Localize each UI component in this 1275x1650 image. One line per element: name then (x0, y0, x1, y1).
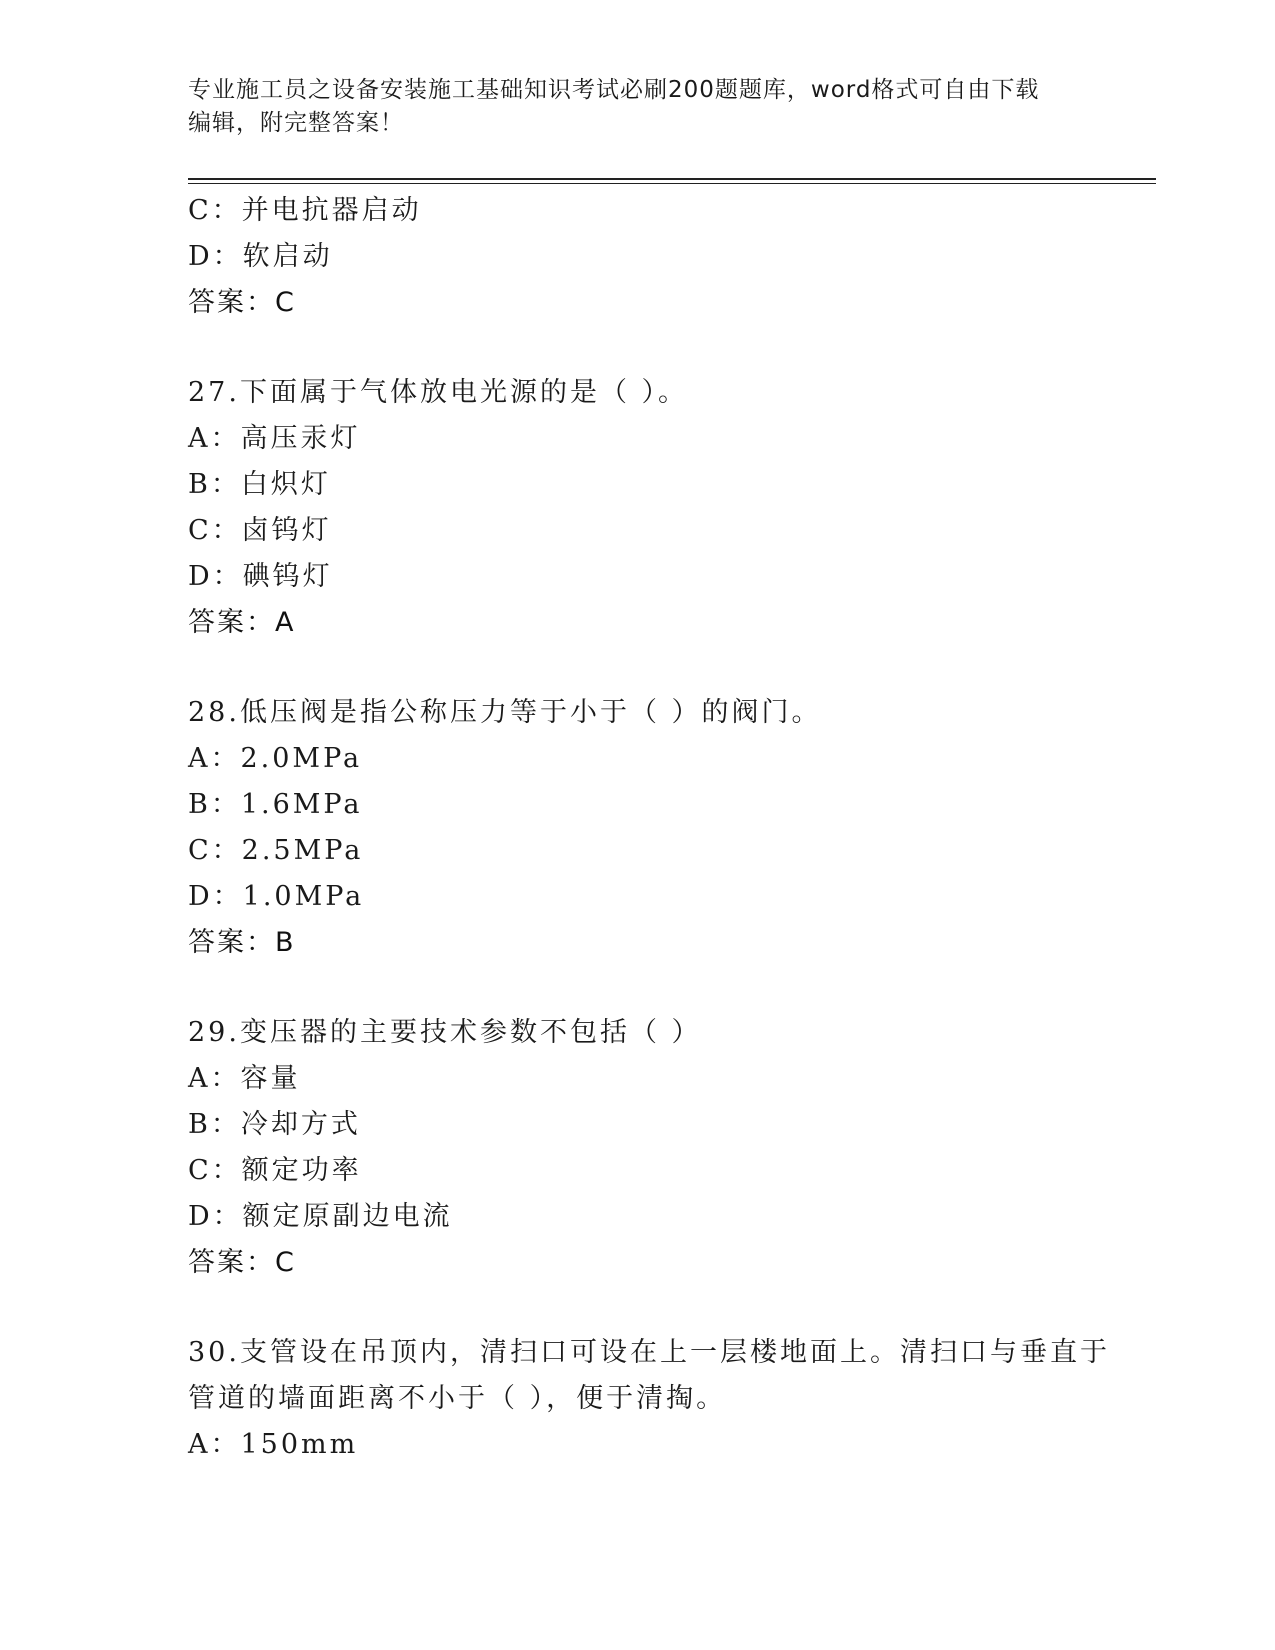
answer: 答案：C (188, 1247, 296, 1278)
option-d: D：1.0MPa (188, 881, 365, 912)
option-b: B：白炽灯 (188, 469, 331, 500)
header-title-line-2: 编辑，附完整答案！ (188, 110, 404, 136)
spacer (188, 1286, 1088, 1330)
question-30 (188, 1330, 1110, 1468)
option-a: A：150mm (188, 1429, 359, 1460)
option-d: D：碘钨灯 (188, 561, 333, 592)
option-c: C：并电抗器启动 (188, 195, 422, 226)
question-26 (188, 188, 1088, 326)
question-27 (188, 370, 1088, 646)
option-d: D：额定原副边电流 (188, 1201, 453, 1232)
spacer (188, 646, 1088, 690)
option-d: D：软启动 (188, 241, 333, 272)
answer: 答案：B (188, 927, 296, 958)
question-28 (188, 690, 1088, 966)
question-text: 27.下面属于气体放电光源的是（ ）。 (188, 377, 689, 408)
spacer (188, 326, 1088, 370)
question-list (188, 188, 1110, 1468)
question-text-line-2: 管道的墙面距离不小于（ ），便于清掏。 (188, 1383, 727, 1414)
document-header (188, 74, 1078, 140)
option-c: C：卤钨灯 (188, 515, 332, 546)
question-29 (188, 1010, 1088, 1286)
question-text: 28.低压阀是指公称压力等于小于（ ）的阀门。 (188, 697, 822, 728)
option-a: A：高压汞灯 (188, 423, 361, 454)
answer: 答案：C (188, 287, 296, 318)
option-b: B：冷却方式 (188, 1109, 361, 1140)
option-a: A：容量 (188, 1063, 301, 1094)
option-b: B：1.6MPa (188, 789, 363, 820)
option-c: C：2.5MPa (188, 835, 364, 866)
spacer (188, 966, 1088, 1010)
question-text: 29.变压器的主要技术参数不包括（ ） (188, 1017, 702, 1048)
option-c: C：额定功率 (188, 1155, 362, 1186)
question-text-line-1: 30.支管设在吊顶内，清扫口可设在上一层楼地面上。清扫口与垂直于 (188, 1337, 1110, 1368)
option-a: A：2.0MPa (188, 743, 363, 774)
answer: 答案：A (188, 607, 296, 638)
header-divider (188, 178, 1156, 184)
header-title-line-1: 专业施工员之设备安装施工基础知识考试必刷200题题库，word格式可自由下载 (188, 77, 1040, 103)
